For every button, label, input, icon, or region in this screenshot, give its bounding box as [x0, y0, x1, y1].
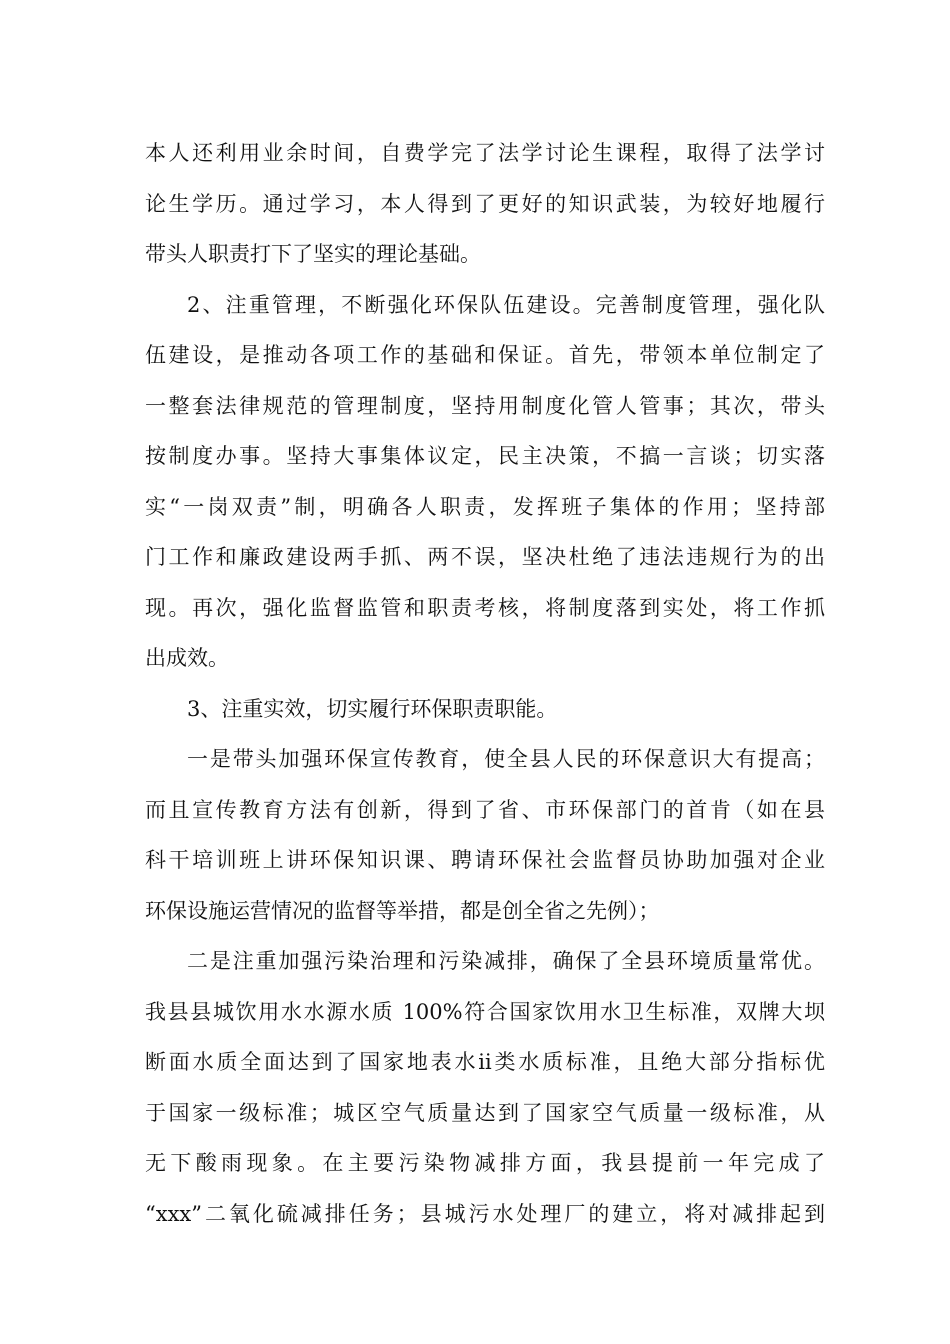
text-line: 出成效。: [145, 646, 229, 670]
text-line: 一整套法律规范的管理制度，坚持用制度化管人管事；其次，带头: [145, 393, 825, 418]
text-line: 现。再次，强化监督监管和职责考核，将制度落到实处，将工作抓: [145, 595, 825, 620]
text-line: 伍建设，是推动各项工作的基础和保证。首先，带领本单位制定了: [145, 343, 825, 367]
text-line: 门工作和廉政建设两手抓、两不误，坚决杜绝了违法违规行为的出: [145, 545, 825, 569]
text-line: 断面水质全面达到了国家地表水ⅱ类水质标准，且绝大部分指标优: [145, 1050, 825, 1074]
text-line: 无下酸雨现象。在主要污染物减排方面，我县提前一年完成了: [145, 1151, 825, 1175]
text-line: “xxx”二氧化硫减排任务；县城污水处理厂的建立，将对减排起到: [145, 1201, 825, 1226]
text-line: 科干培训班上讲环保知识课、聘请环保社会监督员协助加强对企业: [145, 848, 825, 872]
text-line: 带头人职责打下了坚实的理论基础。: [145, 242, 481, 266]
text-line: 于国家一级标准；城区空气质量达到了国家空气质量一级标准，从: [145, 1100, 825, 1125]
paragraph-start-line: 3、注重实效，切实履行环保职责职能。: [187, 696, 558, 721]
text-line: 按制度办事。坚持大事集体议定，民主决策，不搞一言谈；切实落: [145, 444, 825, 468]
paragraph-start-line: 2、注重管理，不断强化环保队伍建设。完善制度管理，强化队: [187, 292, 825, 317]
text-line: 本人还利用业余时间，自费学完了法学讨论生课程，取得了法学讨: [145, 141, 825, 165]
text-line: 我县县城饮用水水源水质 100%符合国家饮用水卫生标准，双牌大坝: [145, 999, 825, 1024]
text-line: 而且宣传教育方法有创新，得到了省、市环保部门的首肯（如在县: [145, 797, 825, 822]
paragraph-start-line: 二是注重加强污染治理和污染减排，确保了全县环境质量常优。: [187, 949, 825, 973]
text-line: 实“一岗双责”制，明确各人职责，发挥班子集体的作用；坚持部: [145, 494, 825, 519]
text-line: 论生学历。通过学习，本人得到了更好的知识武装，为较好地履行: [145, 191, 825, 216]
text-line: 环保设施运营情况的监督等举措，都是创全省之先例）；: [145, 898, 660, 923]
document-body: [145, 128, 825, 1239]
paragraph-start-line: 一是带头加强环保宣传教育，使全县人民的环保意识大有提高；: [187, 747, 825, 771]
